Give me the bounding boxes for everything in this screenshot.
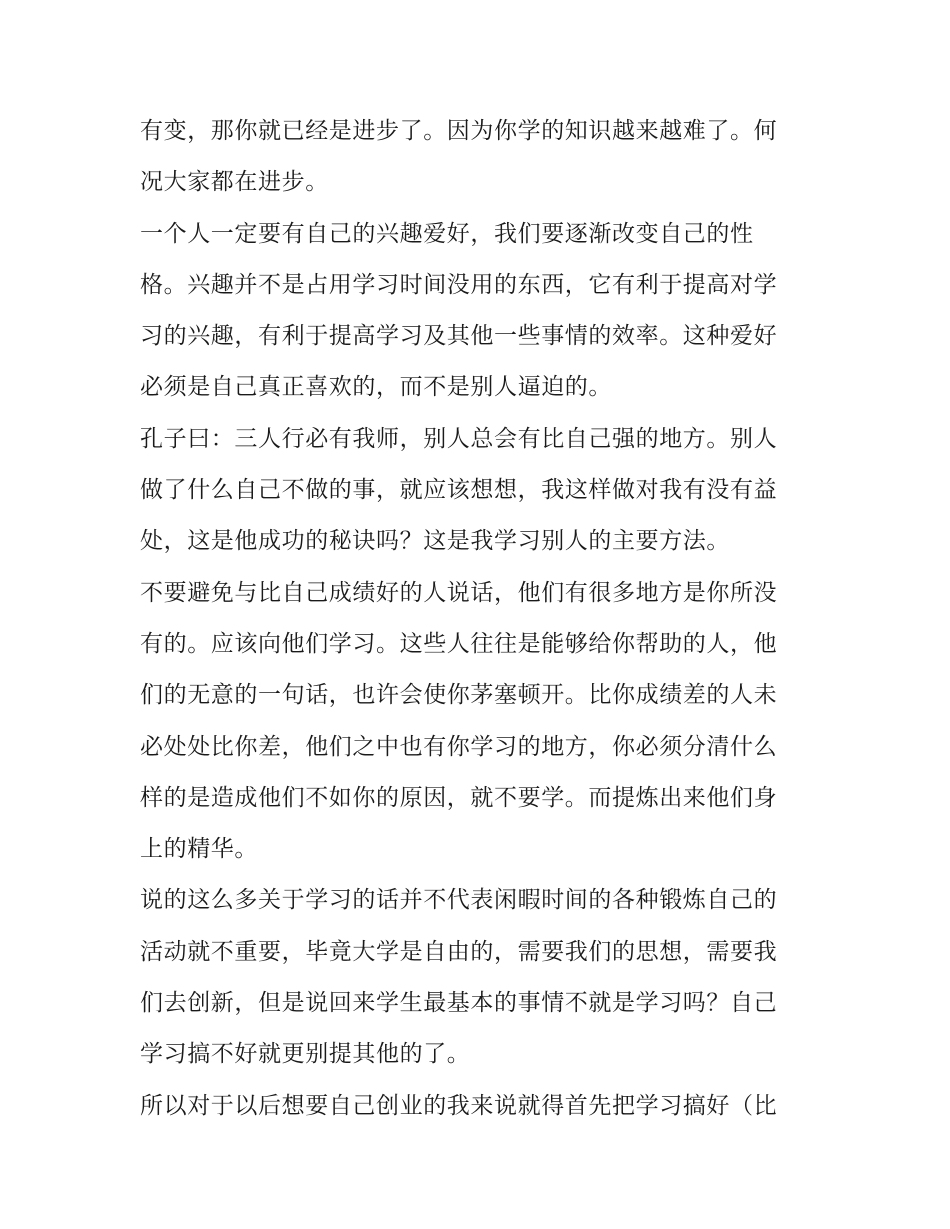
text-line: 们去创新，但是说回来学生最基本的事情不就是学习吗？自己: [140, 990, 778, 1017]
document-body: [140, 106, 820, 1132]
text-line: 必须是自己真正喜欢的，而不是别人逼迫的。: [140, 374, 612, 401]
text-line: 们的无意的一句话，也许会使你茅塞顿开。比你成绩差的人未: [140, 682, 778, 709]
text-line: 活动就不重要，毕竟大学是自由的，需要我们的思想，需要我: [140, 938, 778, 965]
text-line: 处，这是他成功的秘诀吗？这是我学习别人的主要方法。: [140, 528, 730, 555]
text-line: 说的这么多关于学习的话并不代表闲暇时间的各种锻炼自己的: [140, 887, 778, 914]
text-line: 上的精华。: [140, 836, 258, 863]
text-line: 样的是造成他们不如你的原因，就不要学。而提炼出来他们身: [140, 784, 778, 811]
text-line: 格。兴趣并不是占用学习时间没用的东西，它有利于提高对学: [140, 271, 778, 298]
text-line: 有的。应该向他们学习。这些人往往是能够给你帮助的人，他: [140, 630, 778, 657]
text-line: 学习搞不好就更别提其他的了。: [140, 1041, 471, 1068]
text-line: 有变，那你就已经是进步了。因为你学的知识越来越难了。何: [140, 118, 778, 144]
text-line: 不要避免与比自己成绩好的人说话，他们有很多地方是你所没: [140, 579, 778, 606]
text-line: 一个人一定要有自己的兴趣爱好，我们要逐渐改变自己的性: [140, 220, 754, 247]
text-line: 孔子曰：三人行必有我师，别人总会有比自己强的地方。别人: [140, 425, 778, 452]
text-line: 习的兴趣，有利于提高学习及其他一些事情的效率。这种爱好: [140, 323, 778, 350]
text-line: 况大家都在进步。: [140, 169, 329, 196]
text-line: 必处处比你差，他们之中也有你学习的地方，你必须分清什么: [140, 733, 778, 760]
text-line: 所以对于以后想要自己创业的我来说就得首先把学习搞好（比: [140, 1092, 778, 1119]
text-line: 做了什么自己不做的事，就应该想想，我这样做对我有没有益: [140, 477, 778, 504]
